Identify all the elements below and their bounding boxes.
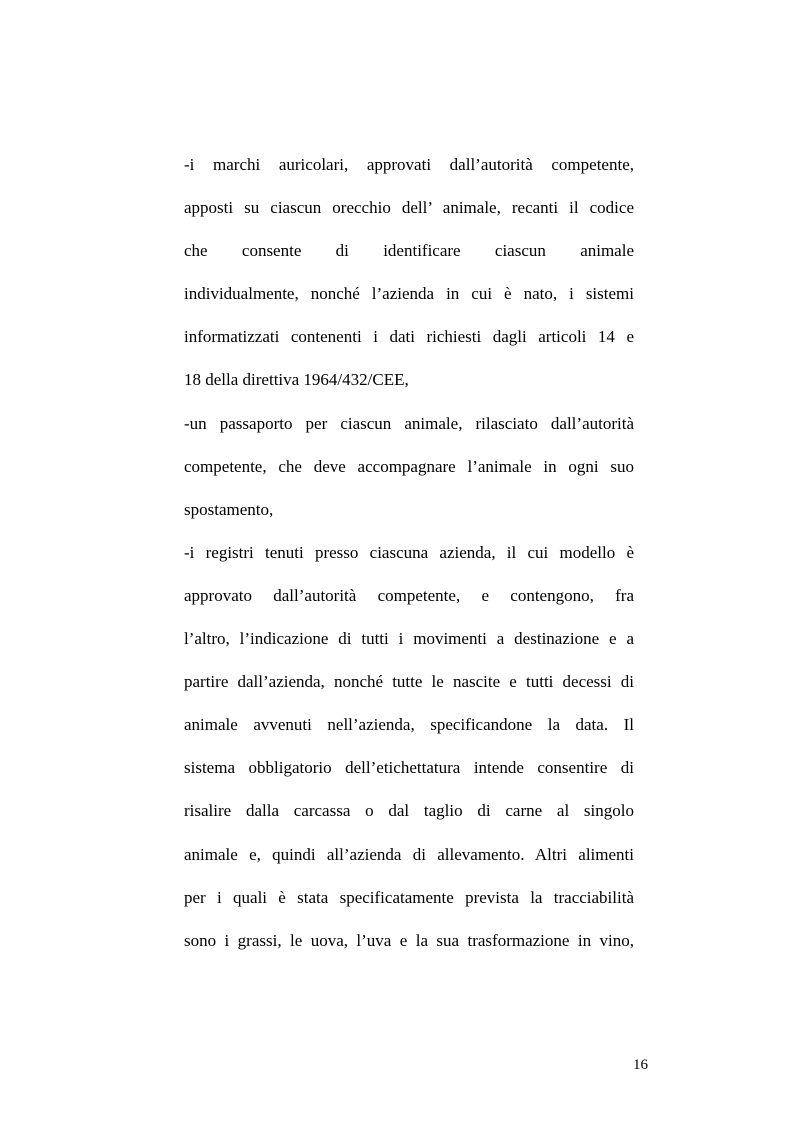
- text-line: apposti su ciascun orecchio dell’ animale, recanti il codice: [184, 198, 634, 218]
- text-line: risalire dalla carcassa o dal taglio di carne al singolo: [184, 801, 634, 821]
- text-line: sono i grassi, le uova, l’uva e la sua trasformazione in vino,: [184, 930, 634, 950]
- text-line: informatizzati contenenti i dati richiesti dagli articoli 14 e: [184, 327, 634, 347]
- text-line: competente, che deve accompagnare l’animale in ogni suo: [184, 456, 634, 476]
- text-line: -i marchi auricolari, approvati dall’autorità competente,: [184, 155, 634, 174]
- text-line: animale avvenuti nell’azienda, specificandone la data. Il: [184, 715, 634, 735]
- text-line: che consente di identificare ciascun animale: [184, 241, 634, 261]
- text-line: spostamento,: [184, 499, 274, 519]
- text-line: l’altro, l’indicazione di tutti i movimenti a destinazione e a: [184, 629, 634, 649]
- page-number: 16: [633, 1057, 648, 1073]
- text-line: per i quali è stata specificatamente prevista la tracciabilità: [184, 887, 634, 907]
- text-line: -i registri tenuti presso ciascuna azienda, il cui modello è: [184, 542, 634, 562]
- text-line: partire dall’azienda, nonché tutte le nascite e tutti decessi di: [184, 672, 634, 692]
- text-line: approvato dall’autorità competente, e contengono, fra: [184, 585, 634, 605]
- body-text: [184, 143, 634, 962]
- text-line: -un passaporto per ciascun animale, rilasciato dall’autorità: [184, 413, 634, 433]
- text-line: individualmente, nonché l’azienda in cui è nato, i sistemi: [184, 284, 634, 304]
- text-line: sistema obbligatorio dell’etichettatura intende consentire di: [184, 758, 634, 778]
- text-line: animale e, quindi all’azienda di allevamento. Altri alimenti: [184, 844, 634, 864]
- text-line: 18 della direttiva 1964/432/CEE,: [184, 370, 409, 390]
